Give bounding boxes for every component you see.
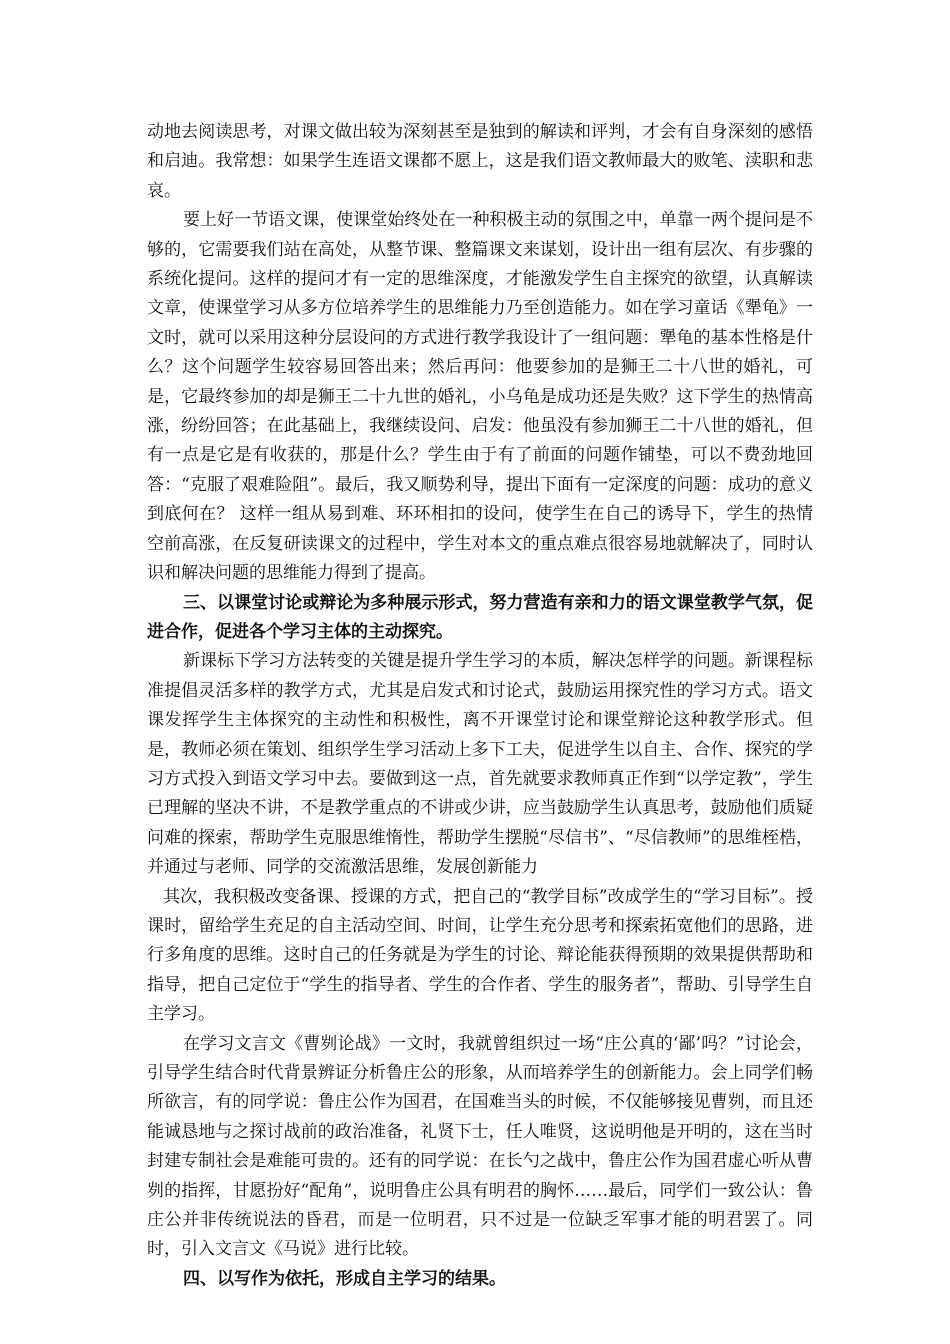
body-paragraph: 在学习文言文《曹刿论战》一文时，我就曾组织过一场“庄公真的‘鄙’吗？”讨论会，引导学生结合时代背景辨证分析鲁庄公的形象，从而培养学生的创新能力。会上同学们畅所欲言，有的同学说：鲁庄公作为国君，在国难当头的时候，不仅能够接见曹刿，而且还能诚恳地与之探讨战前的政治准备，礼贤下士，任人唯贤，这说明他是开明的，这在当时封建专制社会是难能可贵的。还有的同学说：在长勺之战中，鲁庄公作为国君虚心听从曹刿的指挥，甘愿扮好“配角”，说明鲁庄公具有明君的胸怀……最后，同学们一致公认：鲁庄公并非传统说法的昏君，而是一位明君，只不过是一位缺乏军事才能的明君罢了。同时，引入文言文《马说》进行比较。 (147, 1033, 813, 1260)
body-paragraph: 其次，我积极改变备课、授课的方式，把自己的“教学目标”改成学生的“学习目标”。授课时，留给学生充足的自主活动空间、时间，让学生充分思考和探索拓宽他们的思路，进行多角度的思维。这时自己的任务就是为学生的讨论、辩论能获得预期的效果提供帮助和指导，把自己定位于“学生的指导者、学生的合作者、学生的服务者”，帮助、引导学生自主学习。 (147, 886, 813, 1025)
body-paragraph: 要上好一节语文课，使课堂始终处在一种积极主动的氛围之中，单靠一两个提问是不够的，它需要我们站在高处，从整节课、整篇课文来谋划，设计出一组有层次、有步骤的系统化提问。这样的提问才有一定的思维深度，才能激发学生自主探究的欲望，认真解读文章，使课堂学习从多方位培养学生的思维能力乃至创造能力。如在学习童话《犟龟》一文时，就可以采用这种分层设问的方式进行教学我设计了一组问题：犟龟的基本性格是什么？这个问题学生较容易回答出来；然后再问：他要参加的是狮王二十八世的婚礼，可是，它最终参加的却是狮王二十九世的婚礼，小乌龟是成功还是失败？这下学生的热情高涨，纷纷回答；在此基础上，我继续设问、启发：他虽没有参加狮王二十八世的婚礼，但有一点是它是有收获的，那是什么？学生由于有了前面的问题作铺垫，可以不费劲地回答：“克服了艰难险阻”。最后，我又顺势利导，提出下面有一定深度的问题：成功的意义到底何在？ 这样一组从易到难、环环相扣的设问，使学生在自己的诱导下，学生的热情空前高涨，在反复研读课文的过程中，学生对本文的重点难点很容易地就解决了，同时认识和解决问题的思维能力得到了提高。 (147, 210, 813, 584)
section-heading: 三、以课堂讨论或辩论为多种展示形式，努力营造有亲和力的语文课堂教学气氛，促进合作，促进各个学习主体的主动探究。 (147, 592, 813, 642)
section-heading: 四、以写作为依托，形成自主学习的结果。 (183, 1268, 506, 1289)
document-page (147, 118, 813, 1294)
body-paragraph: 新课标下学习方法转变的关键是提升学生学习的本质，解决怎样学的问题。新课程标准提倡灵活多样的教学方式，尤其是启发式和讨论式，鼓励运用探究性的学习方式。语文课发挥学生主体探究的主动性和积极性，离不开课堂讨论和课堂辩论这种教学形式。但是，教师必须在策划、组织学生学习活动上多下工夫，促进学生以自主、合作、探究的学习方式投入到语文学习中去。要做到这一点，首先就要求教师真正作到“以学定教”，学生已理解的坚决不讲，不是教学重点的不讲或少讲，应当鼓励学生认真思考，鼓励他们质疑问难的探索，帮助学生克服思维惰性，帮助学生摆脱“尽信书”、“尽信教师”的思维桎梏，并通过与老师、同学的交流激活思维，发展创新能力 (147, 651, 813, 878)
body-paragraph: 动地去阅读思考，对课文做出较为深刻甚至是独到的解读和评判，才会有自身深刻的感悟和启迪。我常想：如果学生连语文课都不愿上，这是我们语文教师最大的败笔、渎职和悲哀。 (147, 122, 813, 201)
